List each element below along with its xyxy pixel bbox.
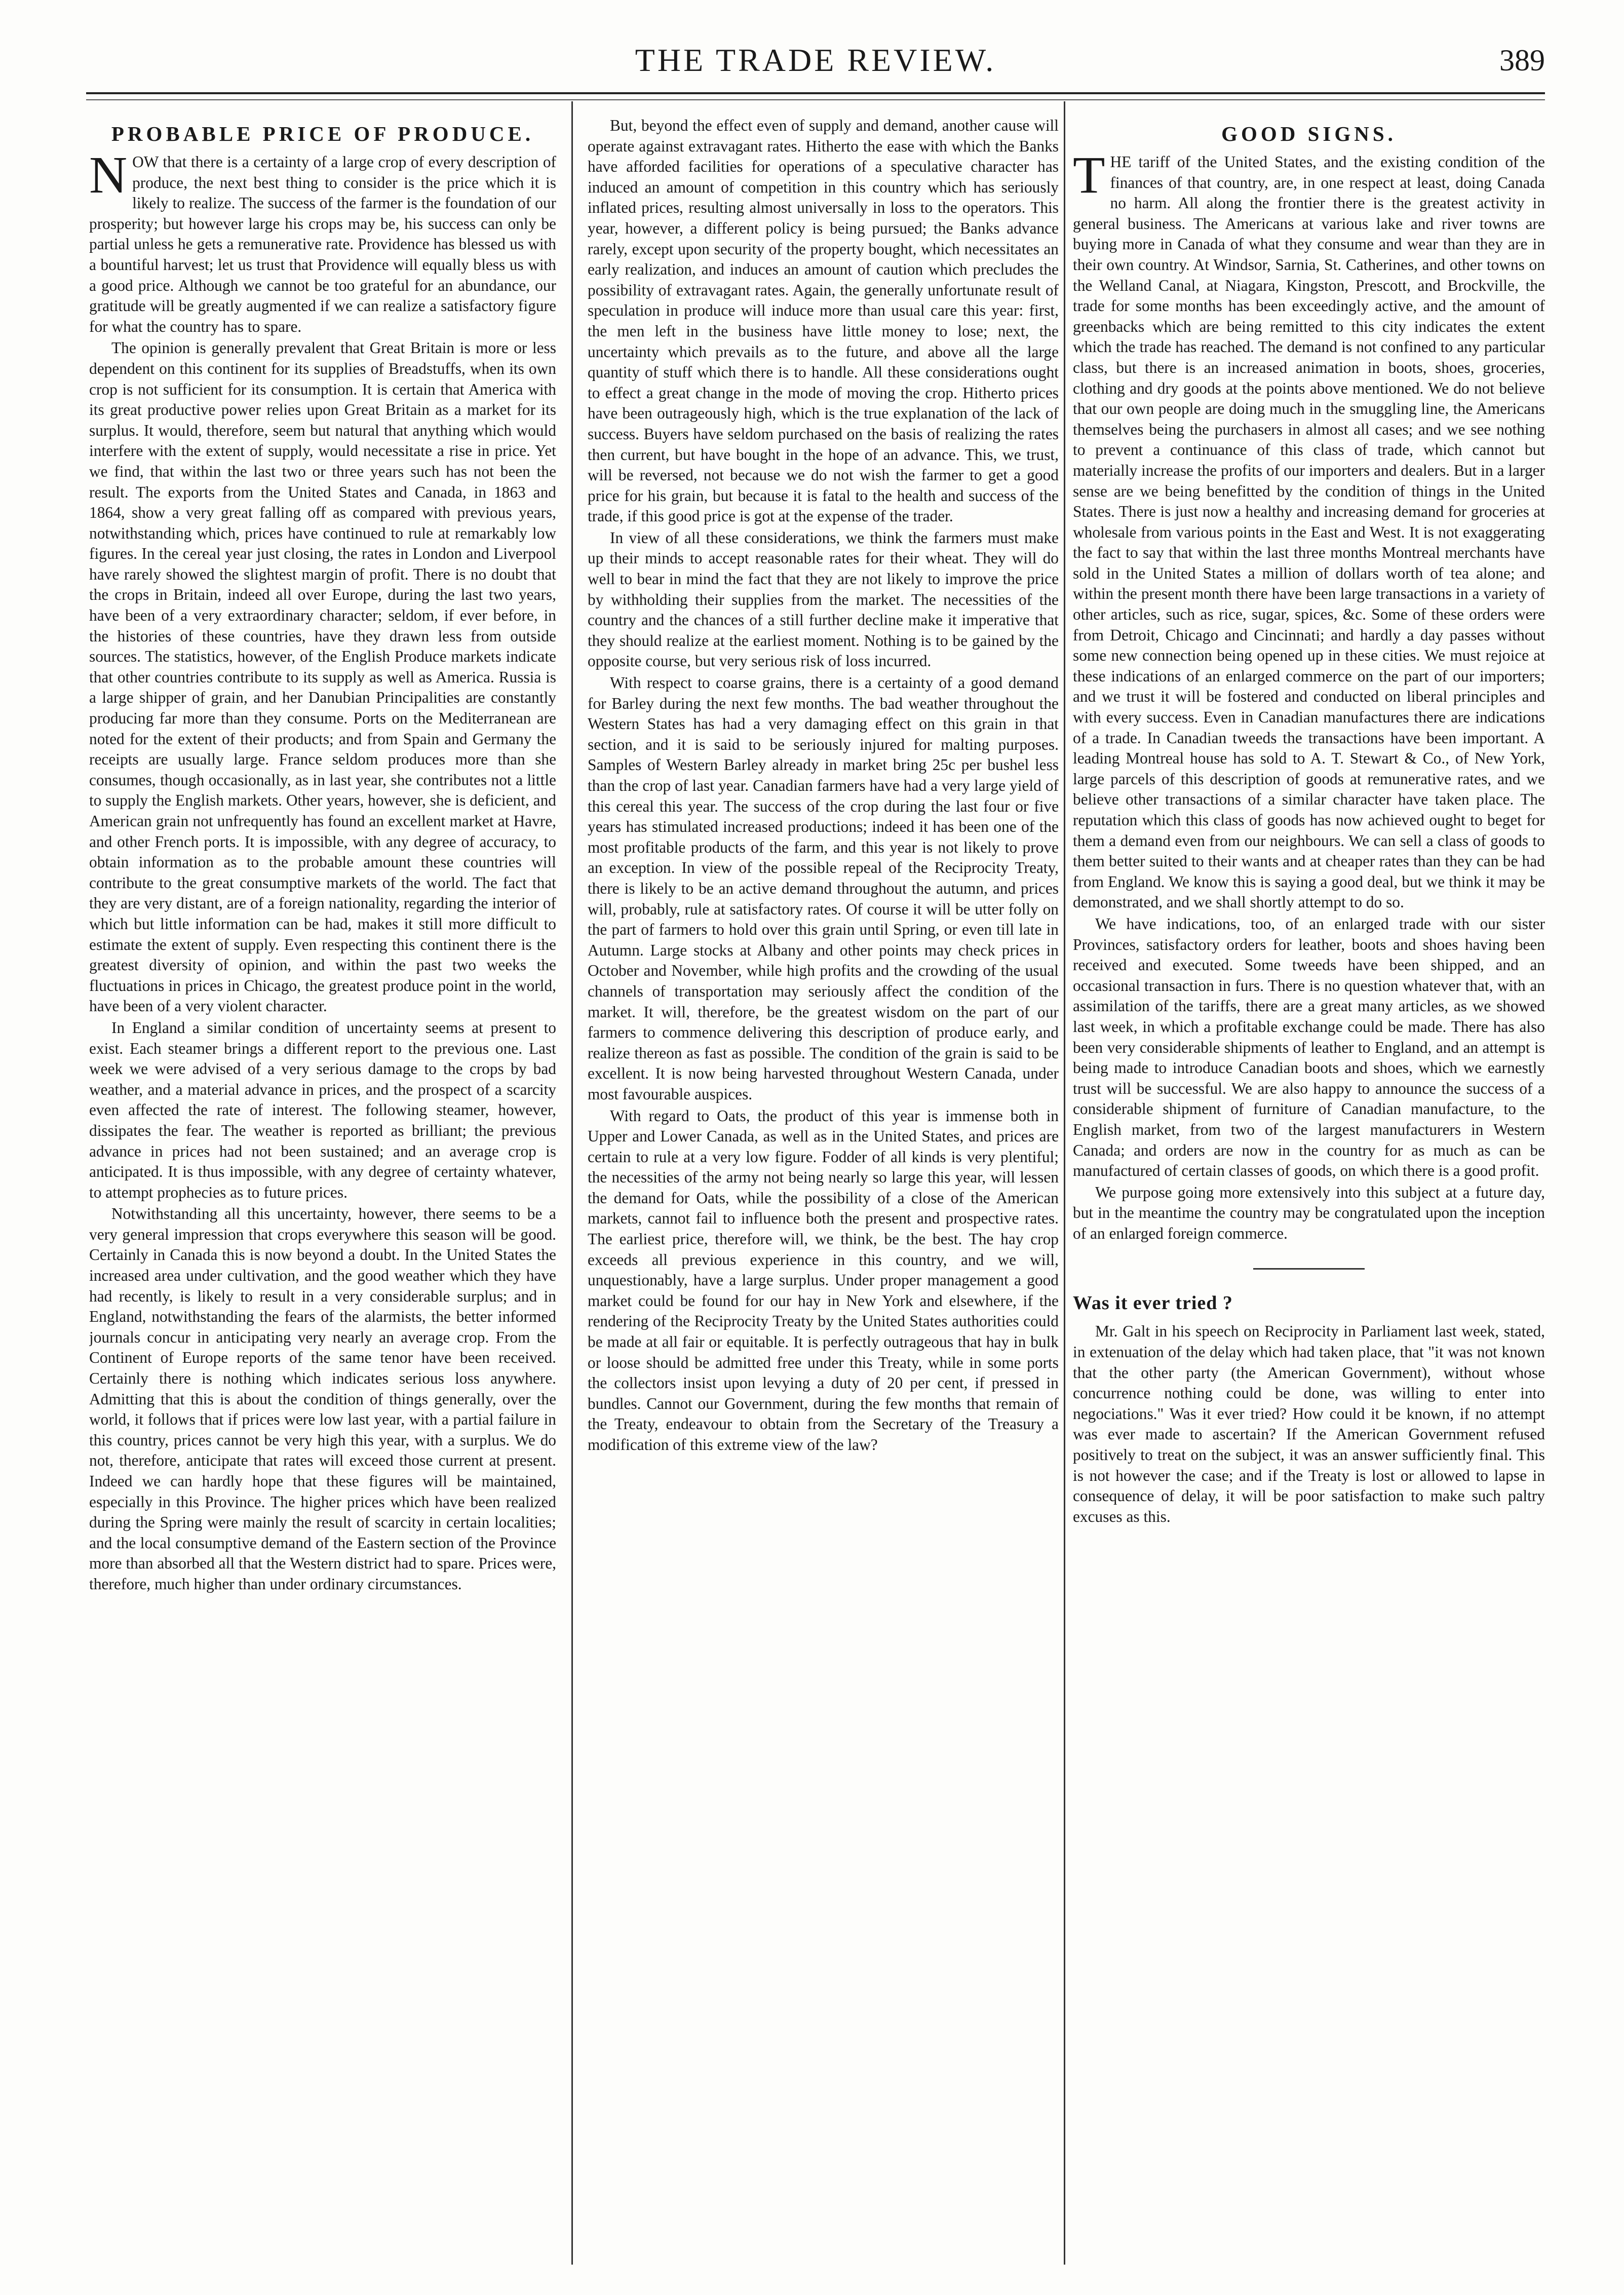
- paragraph: We purpose going more extensively into this subject at a future day, but in the meantime the country may be congratulated upon the inception of an enlarged foreign commerce.: [1073, 1183, 1545, 1242]
- column-1: [89, 116, 556, 2264]
- paragraph: [1073, 146, 1545, 913]
- paragraph: Notwithstanding all this uncertainty, however, there seems to be a very general impression that crops everywhere this season will be good. Certainly in Canada this is now beyond a doubt. In the United States the increased area under cultivation, and the good weather which they have had recently, is likely to result in a very considerable surplus; and in England, notwithstanding the fears of the alarmists, the better informed journals concur in anticipating very nearly an average crop. From the Continent of Europe reports of the same tenor have been received. Certainly there is nothing which indicates serious loss anywhere. Admitting that this is about the condition of things generally, over the world, it follows that if prices were low last year, with a partial failure in this country, prices cannot be very high this year, with a surplus. We do not, therefore, anticipate that rates will exceed those current at present. Indeed we can hardly hope that these figures will be maintained, especially in this Province. The higher prices which have been realized during the Spring were mainly the result of scarcity in certain localities; and the local consumptive demand of the Eastern section of the Province more than absorbed all that the Western district had to spare. Prices were, therefore, much higher than under ordinary circumstances.: [89, 1205, 556, 1593]
- paragraph: The opinion is generally prevalent that Great Britain is more or less dependent on this continent for its supplies of Breadstuffs, when its own crop is not sufficient for its consumption. It is certain that America with its great productive power relies upon Great Britain as a market for its surplus. It would, therefore, seem but natural that anything which would interfere with the extent of supply, would necessitate a rise in price. Yet we find, that within the last two or three years such has not been the result. The exports from the United States and Canada, in 1863 and 1864, show a very great falling off as compared with previous years, notwithstanding which, prices have continued to rule at remarkably low figures. In the cereal year just closing, the rates in London and Liverpool have rarely showed the slightest margin of profit. There is no doubt that the crops in Britain, indeed all over Europe, during the last two years, have been of a very extraordinary character; seldom, if ever before, in the histories of these countries, have they drawn less from outside sources. The statistics, however, of the English Produce markets indicate that other countries contribute to its supply as well as America. Russia is a large shipper of grain, and her Danubian Principalities are constantly producing far more than they consume. Ports on the Mediterranean are noted for the extent of their products; and from Spain and Germany the receipts are usually large. France seldom produces more than she consumes, though occasionally, as in last year, she contributes not a little to supply the English markets. Other years, however, she is deficient, and American grain not unfrequently has found an excellent market at Havre, and other French ports. It is impossible, with any degree of accuracy, to obtain information as to the probable amount these countries will contribute to the great consumptive markets of the world. The fact that they are very distant, are of a foreign nationality, regarding the interior of which but little information can be had, makes it still more difficult to estimate the extent of supply. Even respecting this continent there is the greatest diversity of opinion, and within the past two weeks the fluctuations in prices in Chicago, the greatest produce point in the world, have been of a very violent character.: [89, 339, 556, 1015]
- paragraph: With regard to Oats, the product of this year is immense both in Upper and Lower Canada, as well as in the United States, and prices are certain to rule at a very low figure. Fodder of all kinds is very plentiful; the necessities of the army not being nearly so large this year, will lessen the demand for Oats, while the possibility of a close of the American markets, cannot fail to influence both the present and prospective rates. The earliest price, therefore will, we think, be the best. The hay crop exceeds all previous experience in this country, and we will, unquestionably, have a large surplus. Under proper management a good market could be found for our hay in New York and elsewhere, if the rendering of the Reciprocity Treaty by the United States authorities could be made at all fair or equitable. It is perfectly outrageous that hay in bulk or loose should be admitted free under this Treaty, while in some ports the collectors insist upon levying a duty of 20 per cent, if pressed in bundles. Cannot our Government, during the few months that remain of the Treaty, endeavour to obtain from the Secretary of the Treasury a modification of this extreme view of the law?: [588, 1106, 1059, 1454]
- paragraph: With respect to coarse grains, there is a certainty of a good demand for Barley during the next few months. The bad weather throughout the Western States has had a very damaging effect on this grain in that section, and it is said to be seriously injured for malting purposes. Samples of Western Barley already in market bring 25c per bushel less than the crop of last year. Canadian farmers have had a very large yield of this cereal this year. The success of the crop during the last four or five years has stimulated increased productions; indeed it has been one of the most profitable products of the farm, and this year is not likely to prove an exception. In view of the possible repeal of the Reciprocity Treaty, there is likely to be an active demand throughout the autumn, and prices will, probably, rule at satisfactory rates. Of course it will be utter folly on the part of farmers to hold over this grain until Spring, or even till late in Autumn. Large stocks at Albany and other points may check prices in October and November, while high profits and the crowding of the usual channels of transportation may seriously affect the condition of the market. It will, therefore, be the greatest wisdom on the part of our farmers to commence delivering this description of produce early, and realize thereon as fast as possible. The condition of the grain is said to be excellent. It is now being harvested throughout Western Canada, under most favourable auspices.: [588, 674, 1059, 1103]
- article-title: PROBABLE PRICE OF PRODUCE.: [111, 122, 534, 145]
- article-title: GOOD SIGNS.: [1221, 122, 1397, 145]
- paragraph: But, beyond the effect even of supply and demand, another cause will operate against extravagant rates. Hitherto the ease with which the Banks have afforded facilities for operations of a speculative character has induced an amount of competition in this country which has seriously inflated prices, resulting almost universally in loss to the operators. This year, however, a different policy is being pursued; the Banks advance rarely, except upon security of the property bought, which necessitates an early realization, and induces an amount of caution which precludes the possibility of extravagant rates. Again, the generally unfortunate result of speculation in produce will induce more than usual care this year: first, the men left in the business have little money to lose; next, the uncertainty which prevails as to the future, and above all the large quantity of stuff which there is to handle. All these considerations ought to effect a great change in the mode of moving the crop. Hitherto prices have been outrageously high, which is the true explanation of the lack of success. Buyers have seldom purchased on the basis of realizing the rates then current, but have bought in the hope of an advance. This, we trust, will be reversed, not because we do not wish the farmer to get a good price for his grain, but because it is fatal to the health and success of the trade, if this good price is got at the expense of the trader.: [588, 117, 1059, 525]
- paragraph: [89, 146, 556, 337]
- paragraph: We have indications, too, of an enlarged trade with our sister Provinces, satisfactory orders for leather, boots and shoes having been received and executed. Some tweeds have been shipped, and an occasional transaction in furs. There is no question whatever that, with an assimilation of the tariffs, there are a great many articles, as we showed last week, in which a profitable exchange could be made. There has also been very considerable shipments of leather to England, and an attempt is being made to introduce Canadian boots and shoes, which we earnestly trust will be successful. We are also happy to announce the success of a considerable shipment of furniture of Canadian manufacture, to the English market, from two of the largest manufacturers in Western Canada; and orders are now in the country for as much as can be manufactured of certain classes of goods, on which there is a good profit.: [1073, 914, 1545, 1180]
- column-3: [1073, 116, 1545, 2264]
- drop-cap: N: [89, 146, 128, 204]
- paragraph-text: OW that there is a certainty of a large crop of every description of produce, the next best thing to consider is the price which it is likely to realize. The success of the farmer is the foundation of our prosperity; but however large his crops may be, his success can only be partial unless he gets a remunerative rate. Providence has blessed us with a bountiful harvest; let us trust that Providence will equally bless us with a good price. Although we cannot be too grateful for an abundance, our gratitude will be greatly augmented if we can realize a satisfactory figure for what the country has to spare.: [89, 153, 556, 335]
- drop-cap: T: [1073, 146, 1105, 204]
- column-2: [588, 116, 1059, 2264]
- column-divider: [571, 101, 573, 2265]
- section-divider: [1253, 1268, 1365, 1270]
- header-rule: [86, 92, 1545, 94]
- paragraph: In view of all these considerations, we think the farmers must make up their minds to accept reasonable rates for their wheat. They will do well to bear in mind the fact that they are not likely to improve the price by withholding their supplies from the market. The necessities of the country and the chances of a still further decline make it imperative that they should realize at the earliest moment. Nothing is to be gained by the opposite course, but very serious risk of loss incurred.: [588, 528, 1059, 670]
- running-head: [86, 37, 1545, 93]
- paragraph: Mr. Galt in his speech on Reciprocity in Parliament last week, stated, in extenuation of the delay which had taken place, that "it was not known that the other party (the American Government), without whose concurrence nothing could be done, was willing to enter into negociations." Was it ever tried? How could it be known, if no attempt was ever made to ascertain? If the American Government refused positively to treat on the subject, it was an answer sufficiently final. This is not however the case; and if the Treaty is lost or allowed to lapse in consequence of delay, it will be poor satisfaction to make such paltry excuses as this.: [1073, 1322, 1545, 1525]
- article-title: Was it ever tried ?: [1073, 1292, 1233, 1314]
- page-number: 389: [1499, 44, 1545, 77]
- paragraph: In England a similar condition of uncertainty seems at present to exist. Each steamer brings a different report to the previous one. Last week we were advised of a very serious damage to the crops by bad weather, and a material advance in prices, and the prospect of a scarcity even affected the rate of interest. The following steamer, however, dissipates the fear. The weather is reported as brilliant; the previous advance in prices had not been sustained; and an average crop is anticipated. It is thus impossible, with any degree of certainty whatever, to attempt prophecies as to future prices.: [89, 1018, 556, 1201]
- header-rule-thin: [86, 99, 1545, 100]
- column-divider: [1064, 101, 1065, 2265]
- running-title: THE TRADE REVIEW.: [635, 42, 996, 78]
- paragraph-text: HE tariff of the United States, and the existing condition of the finances of that country, are, in one respect at least, doing Canada no harm. All along the frontier there is the greatest activity in general business. The Americans at various lake and river towns are buying more in Canada of what they consume and wear than they are in their own country. At Windsor, Sarnia, St. Catherines, and other towns on the Welland Canal, at Niagara, Kingston, Prescott, and Brockville, the trade for some months has been exceedingly active, and the amount of greenbacks which are being remitted to this city indicates the extent which the trade has reached. The demand is not confined to any particular class, but there is an increased animation in boots, shoes, groceries, clothing and dry goods at the points above mentioned. We do not believe that our own people are doing much in the smuggling line, the Americans themselves being the purchasers in almost all cases; and we see nothing to prevent a continuance of this class of trade, which cannot but materially increase the profits of our importers and dealers. But in a larger sense are we being benefitted by the condition of things in the United States. There is just now a healthy and increasing demand for groceries at wholesale from various points in the East and West. It is not exaggerating the fact to say that within the last three months Montreal merchants have sold in the United States a million of dollars worth of tea alone; and within the present month there have been large transactions in a variety of other articles, such as rice, sugar, spices, &c. Some of these orders were from Detroit, Chicago and Cincinnati; and hardly a day passes without some new connection being opened up in these cities. We must rejoice at these indications of an enlarged commerce on the part of our importers; and we trust it will be fostered and conducted on liberal principles and with every success. Even in Canadian manufactures there are indications of a trade. In Canadian tweeds the transactions have been important. A leading Montreal house has sold to A. T. Stewart & Co., of New York, large parcels of this description of goods at remunerative rates, and we believe other transactions of a similar character have taken place. The reputation which this class of goods has now achieved ought to beget for them a demand even from our neighbours. We can sell a class of goods to them better suited to their wants and at cheaper rates than they can be had from England. We know this is saying a good deal, but we think it may be demonstrated, and we shall shortly attempt to do so.: [1073, 153, 1545, 911]
